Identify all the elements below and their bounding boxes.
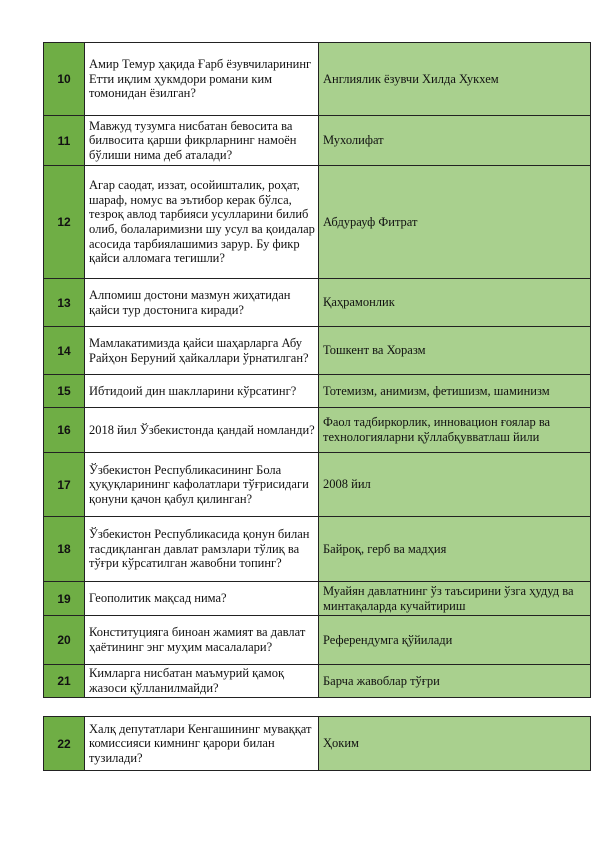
answer-cell: Мухолифат — [319, 116, 591, 166]
answer-cell: 2008 йил — [319, 453, 591, 517]
answer-cell: Барча жавоблар тўғри — [319, 665, 591, 698]
answer-cell: Референдумга қўйилади — [319, 616, 591, 665]
answer-cell: Муайян давлатнинг ўз таъсирини ўзга ҳудуд ва минтақаларда кучайтириш — [319, 582, 591, 616]
question-cell: Мавжуд тузумга нисбатан бевосита ва билвосита қарши фикрларнинг намоён бўлиши нима деб аталади? — [85, 116, 319, 166]
question-cell: Ўзбекистон Республикасида қонун билан тасдиқланган давлат рамзлари тўлиқ ва тўғри кўрсатилган жавобни топинг? — [85, 517, 319, 582]
answer-cell: Ҳоким — [319, 717, 591, 771]
answer-cell: Қаҳрамонлик — [319, 279, 591, 327]
qa-table-second — [43, 716, 591, 771]
row-number: 17 — [44, 453, 85, 517]
answer-cell: Тотемизм, анимизм, фетишизм, шаминизм — [319, 375, 591, 408]
table-row — [44, 116, 591, 166]
table-row — [44, 717, 591, 771]
question-cell: Конституцияга биноан жамият ва давлат ҳаётининг энг муҳим масалалари? — [85, 616, 319, 665]
question-cell: Алпомиш достони мазмун жиҳатидан қайси тур достонига киради? — [85, 279, 319, 327]
table-row — [44, 582, 591, 616]
row-number: 14 — [44, 327, 85, 375]
answer-cell: Тошкент ва Хоразм — [319, 327, 591, 375]
table-row — [44, 453, 591, 517]
row-number: 20 — [44, 616, 85, 665]
table-row — [44, 408, 591, 453]
row-number: 10 — [44, 43, 85, 116]
row-number: 12 — [44, 166, 85, 279]
question-cell: Ибтидоий дин шаклларини кўрсатинг? — [85, 375, 319, 408]
question-cell: Кимларга нисбатан маъмурий қамоқ жазоси қўлланилмайди? — [85, 665, 319, 698]
table-row — [44, 616, 591, 665]
question-cell: Агар саодат, иззат, осойишталик, роҳат, шараф, номус ва эътибор керак бўлса, тезроқ авлод тарбияси усулларини билиб олиб, болаларимизни шу усул ва қоидалар асосида тарбиялашимиз зарур. Бу фикр қайси алломага тегишли? — [85, 166, 319, 279]
answer-cell: Фаол тадбиркорлик, инновацион ғоялар ва технологияларни қўллабқувватлаш йили — [319, 408, 591, 453]
question-cell: Амир Темур ҳақида Ғарб ёзувчиларининг Етти иқлим ҳукмдори романи ким томонидан ёзилган? — [85, 43, 319, 116]
row-number: 11 — [44, 116, 85, 166]
answer-cell: Англиялик ёзувчи Хилда Хукхем — [319, 43, 591, 116]
row-number: 13 — [44, 279, 85, 327]
question-cell: Ўзбекистон Республикасининг Бола ҳуқуқларининг кафолатлари тўғрисидаги қонуни қачон қабул қилинган? — [85, 453, 319, 517]
answer-cell: Байроқ, герб ва мадҳия — [319, 517, 591, 582]
table-row — [44, 665, 591, 698]
question-cell: Мамлакатимизда қайси шаҳарларга Абу Райҳон Беруний ҳайкаллари ўрнатилган? — [85, 327, 319, 375]
answer-cell: Абдурауф Фитрат — [319, 166, 591, 279]
qa-table-main — [43, 42, 591, 698]
row-number: 22 — [44, 717, 85, 771]
row-number: 18 — [44, 517, 85, 582]
question-cell: Халқ депутатлари Кенгашининг муваққат комиссияси кимнинг қарори билан тузилади? — [85, 717, 319, 771]
table-row — [44, 166, 591, 279]
table-row — [44, 43, 591, 116]
table-row — [44, 279, 591, 327]
row-number: 15 — [44, 375, 85, 408]
row-number: 16 — [44, 408, 85, 453]
table-row — [44, 327, 591, 375]
question-cell: Геополитик мақсад нима? — [85, 582, 319, 616]
table-row — [44, 375, 591, 408]
row-number: 21 — [44, 665, 85, 698]
row-number: 19 — [44, 582, 85, 616]
table-row — [44, 517, 591, 582]
question-cell: 2018 йил Ўзбекистонда қандай номланди? — [85, 408, 319, 453]
